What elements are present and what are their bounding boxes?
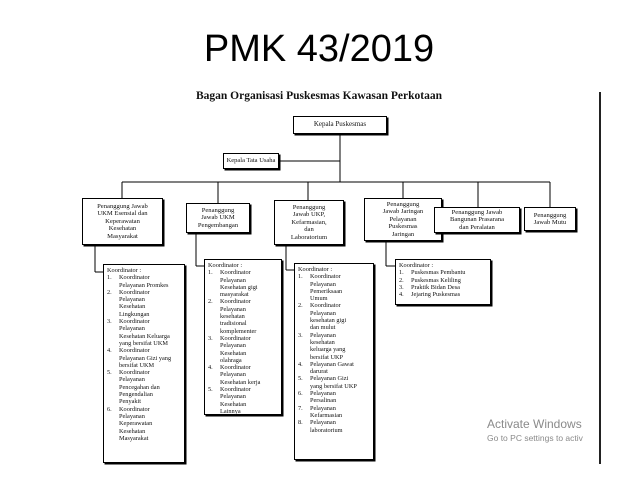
- list-item-number: 4.: [208, 364, 213, 372]
- watermark-line-2: Go to PC settings to activ: [487, 433, 583, 443]
- list-header: Koordinator :: [208, 262, 243, 269]
- list-item: [298, 375, 370, 390]
- list-item-text: Pelayanan Kefarmasian: [310, 404, 343, 419]
- node-pj-bangunan: Penanggung Jawab Bangunan Prasarana dan Peralatan: [434, 207, 520, 233]
- list-item-text: Pelayanan laboratorium: [310, 419, 343, 434]
- list-item: [298, 273, 370, 302]
- list-koordinator-jaringan: [395, 259, 491, 305]
- list-item-text: Koordinator Pelayanan Kesehatan Lainnya: [220, 386, 251, 415]
- list-item-text: Puskesmas Pembantu: [411, 269, 466, 277]
- list-item: [208, 386, 278, 415]
- list-item-text: Koordinator Pelayanan Promkes: [119, 274, 169, 289]
- list-item: [298, 332, 370, 361]
- node-pj-jaringan: Penanggung Jawab Jaringan Pelayanan Puskesmas Jaringan: [364, 198, 442, 241]
- list-item-text: Pelayanan Gizi yang bersifat UKP: [310, 375, 357, 390]
- list-item: [107, 289, 181, 318]
- list-item: [208, 364, 278, 386]
- list-item-text: Koordinator Pelayanan Kesehatan Keluarga yang bersifat UKM: [119, 318, 170, 347]
- list-item: [208, 298, 278, 334]
- list-item: [107, 274, 181, 289]
- node-kepala-tata-usaha: Kepala Tata Usaha: [223, 153, 279, 169]
- list-item: [107, 318, 181, 347]
- list-item-text: Koordinator Pelayanan Kesehatan kerja: [220, 364, 261, 386]
- node-pj-mutu: Penanggung Jawab Mutu: [524, 207, 576, 231]
- list-koordinator-ukm-esensial: [103, 264, 185, 463]
- list-item-number: 1.: [298, 273, 303, 281]
- list-item: [399, 269, 487, 276]
- list-item-number: 1.: [208, 269, 213, 277]
- list-item-text: Koordinator Pelayanan Kesehatan Lingkungan: [119, 288, 150, 318]
- list-item-number: 1.: [399, 269, 404, 277]
- list-koordinator-ukm-pengembangan: [204, 259, 282, 415]
- list-item: [298, 405, 370, 420]
- list-header: Koordinator :: [399, 262, 434, 269]
- list-item-number: 5.: [208, 386, 213, 394]
- node-pj-ukm-pengembangan: Penanggung Jawab UKM Pengembangan: [186, 203, 250, 233]
- list-item-number: 5.: [107, 369, 112, 377]
- list-item-text: Pelayanan Persalinan: [310, 390, 337, 405]
- list-item-number: 2.: [399, 276, 404, 284]
- list-item-number: 4.: [399, 291, 404, 299]
- slide-title: PMK 43/2019: [203, 28, 435, 70]
- watermark-line-1: Activate Windows: [487, 417, 582, 431]
- list-item-number: 2.: [208, 298, 213, 306]
- list-item-number: 3.: [399, 283, 404, 291]
- list-item-text: Praktik Bidan Desa: [411, 283, 460, 291]
- list-item: [399, 284, 487, 291]
- list-item-text: Pelayanan kesehatan keluarga yang bersifat UKP: [310, 331, 346, 361]
- list-item-number: 6.: [298, 390, 303, 398]
- list-item-number: 1.: [107, 274, 112, 282]
- list-item: [298, 419, 370, 434]
- list-item-text: Koordinator Pelayanan kesehatan gigi dan mulut: [310, 302, 347, 332]
- activation-watermark: [487, 417, 583, 443]
- list-item-text: Koordinator Pelayanan kesehatan tradisional komplementer: [220, 298, 257, 335]
- list-item-text: Koordinator Pelayanan Gizi yang bersifat UKM: [119, 347, 172, 369]
- node-pj-ukp: Penanggung Jawab UKP, Kefarmasian, dan Laboratorium: [274, 200, 344, 245]
- list-item-number: 3.: [208, 334, 213, 342]
- list-item-text: Koordinator Pelayanan Kesehatan gigi masyarakat: [220, 269, 258, 299]
- list-item-number: 3.: [107, 318, 112, 326]
- list-item-number: 5.: [298, 375, 303, 383]
- list-item-text: Koordinator Pelayanan Kesehatan olahraga: [220, 334, 251, 364]
- list-item: [208, 335, 278, 364]
- list-item-number: 7.: [298, 404, 303, 412]
- list-koordinator-ukp: [294, 263, 374, 460]
- list-item-number: 8.: [298, 419, 303, 427]
- list-header: Koordinator :: [107, 267, 142, 274]
- list-item: [298, 361, 370, 376]
- list-item-number: 6.: [107, 405, 112, 413]
- list-item-text: Koordinator Pelayanan Pencegahan dan Pengendalian Penyakit: [119, 369, 160, 406]
- list-header: Koordinator :: [298, 266, 333, 273]
- list-item: [107, 406, 181, 442]
- list-item-text: Puskesmas Keliling: [411, 276, 461, 284]
- list-item-number: 4.: [107, 347, 112, 355]
- diagram-title: Bagan Organisasi Puskesmas Kawasan Perkotaan: [195, 90, 442, 102]
- list-item-text: Jejaring Puskesmas: [411, 291, 461, 299]
- list-item-number: 3.: [298, 331, 303, 339]
- list-item: [399, 277, 487, 284]
- list-item-text: Koordinator Pelayanan Pemeriksaan Umum: [310, 273, 343, 303]
- list-item-number: 2.: [107, 288, 112, 296]
- list-item: [208, 269, 278, 298]
- list-item-number: 2.: [298, 302, 303, 310]
- list-item: [298, 302, 370, 331]
- list-item: [399, 291, 487, 298]
- list-item: [107, 369, 181, 405]
- list-item-number: 4.: [298, 360, 303, 368]
- node-kepala-puskesmas: Kepala Puskesmas: [293, 116, 387, 134]
- node-pj-ukm-esensial: Penanggung Jawab UKM Esensial dan Keperawatan Kesehatan Masyarakat: [82, 198, 163, 245]
- list-item: [298, 390, 370, 405]
- list-item: [107, 347, 181, 369]
- list-item-text: Pelayanan Gawat darurat: [310, 360, 354, 376]
- list-item-text: Koordinator Pelayanan Keperawatan Kesehatan Masyarakat: [119, 405, 153, 442]
